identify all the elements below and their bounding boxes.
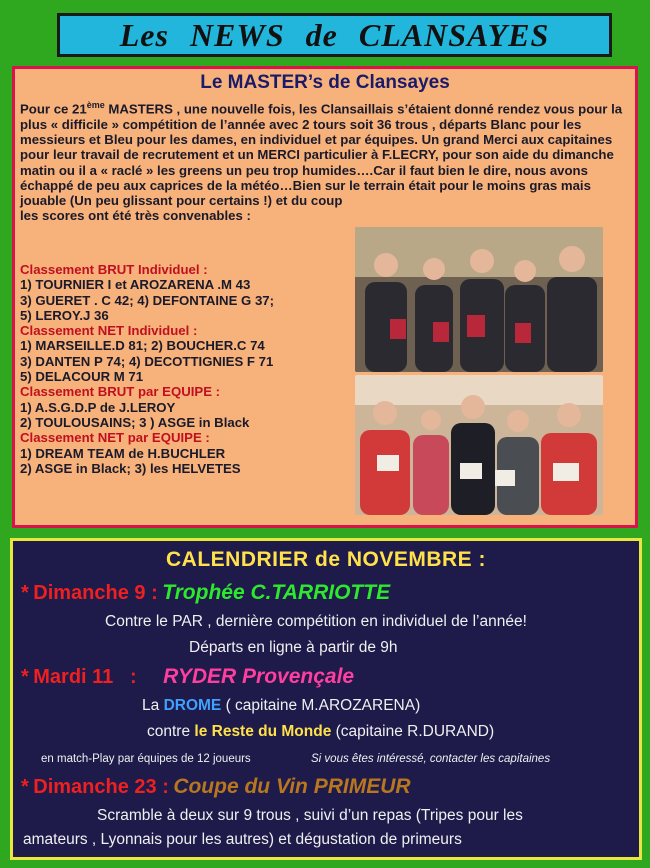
intro-text-2: MASTERS , une nouvelle fois, les Clansaillais s’étaient donné rendez vous pour la plus « difficile » compétition de l’année avec 2 tours soit 36 trous , départs Blanc pour les messieurs et Bleu pour les dames, en individuel et par équipes. Un grand Merci aux capitaines pour leur travail de recrutement et un MERCI particulier à F.LECRY, pour son aide du dimanche matin ou il a « raclé » les greens un peu trop humides….Car il faut bien le dire, nous avons échappé de peu aux caprices de la météo…Bien sur le terrain était pour le moins gras mais jouable (Un peu glissant pour certains !) et du coup <box>20 101 623 209</box>
event-3-day: Dimanche 23 : <box>33 776 169 798</box>
brut-individuel-heading: Classement BRUT Individuel : <box>20 262 208 277</box>
result-line: 2) ASGE in Black; 3) les HELVETES <box>20 460 241 476</box>
event-1-name: Trophée C.TARRIOTTE <box>162 581 391 604</box>
result-line: 5) LEROY.J 36 <box>20 307 109 323</box>
event-2-text: contre <box>147 723 195 740</box>
event-2-heading <box>21 665 354 689</box>
result-line: 3) DANTEN P 74; 4) DECOTTIGNIES F 71 <box>20 353 274 369</box>
result-line: 3) GUERET . C 42; 4) DEFONTAINE G 37; <box>20 292 275 308</box>
event-3-heading <box>21 775 411 799</box>
article-intro <box>20 98 636 224</box>
bullet-star: * <box>21 666 29 688</box>
result-line: 1) TOURNIER I et AROZARENA .M 43 <box>20 277 251 293</box>
intro-text-1: Pour ce 21 <box>20 101 87 117</box>
bullet-star: * <box>21 776 29 798</box>
masters-article <box>12 66 638 528</box>
event-2-line-1 <box>142 697 420 715</box>
net-individuel-heading: Classement NET Individuel : <box>20 323 198 339</box>
article-title: Le MASTER’s de Clansayes <box>200 72 450 93</box>
group-photo-2 <box>355 375 603 515</box>
november-calendar <box>10 538 642 860</box>
result-line: 1) A.S.G.D.P de J.LEROY <box>20 399 176 415</box>
event-2-name: RYDER Provençale <box>163 665 355 688</box>
event-2-text: La <box>142 697 164 714</box>
event-3-line-2: amateurs , Lyonnais pour les autres) et dégustation de primeurs <box>23 831 462 848</box>
calendar-title: CALENDRIER de NOVEMBRE : <box>165 548 487 571</box>
newsletter-header <box>57 13 612 57</box>
event-1-line-2: Départs en ligne à partir de 9h <box>189 639 398 656</box>
net-equipe-heading: Classement NET par EQUIPE : <box>20 430 210 446</box>
event-2-line-2 <box>147 723 494 741</box>
result-line: 1) DREAM TEAM de H.BUCHLER <box>20 445 226 461</box>
result-line: 2) TOULOUSAINS; 3 ) ASGE in Black <box>20 414 250 430</box>
event-1-line-1: Contre le PAR , dernière compétition en individuel de l’année! <box>105 613 527 630</box>
result-line: 5) DELACOUR M 71 <box>20 369 144 385</box>
result-line: 1) MARSEILLE.D 81; 2) BOUCHER.C 74 <box>20 338 265 354</box>
reste-du-monde-highlight: le Reste du Monde <box>194 723 332 740</box>
drome-highlight: DROME <box>163 697 222 714</box>
brut-equipe-heading: Classement BRUT par EQUIPE : <box>20 384 221 400</box>
event-3-name: Coupe du Vin PRIMEUR <box>173 775 411 798</box>
intro-superscript: ème <box>86 100 105 110</box>
event-1-heading <box>21 581 390 605</box>
event-2-small-2: Si vous êtes intéressé, contacter les capitaines <box>311 753 551 765</box>
event-2-day: Mardi 11 : <box>33 666 137 688</box>
event-3-line-1: Scramble à deux sur 9 trous , suivi d’un repas (Tripes pour les <box>97 807 523 824</box>
intro-text-3: les scores ont été très convenables : <box>20 208 251 224</box>
results-list <box>20 262 360 476</box>
newsletter-title: Les NEWS de CLANSAYES <box>119 16 550 53</box>
event-1-day: Dimanche 9 : <box>33 582 158 604</box>
event-2-text: ( capitaine M.AROZARENA) <box>221 697 421 714</box>
event-2-small-1: en match-Play par équipes de 12 joueurs <box>41 753 251 765</box>
event-2-text: (capitaine R.DURAND) <box>331 723 495 740</box>
group-photo-1 <box>355 227 603 372</box>
bullet-star: * <box>21 582 29 604</box>
